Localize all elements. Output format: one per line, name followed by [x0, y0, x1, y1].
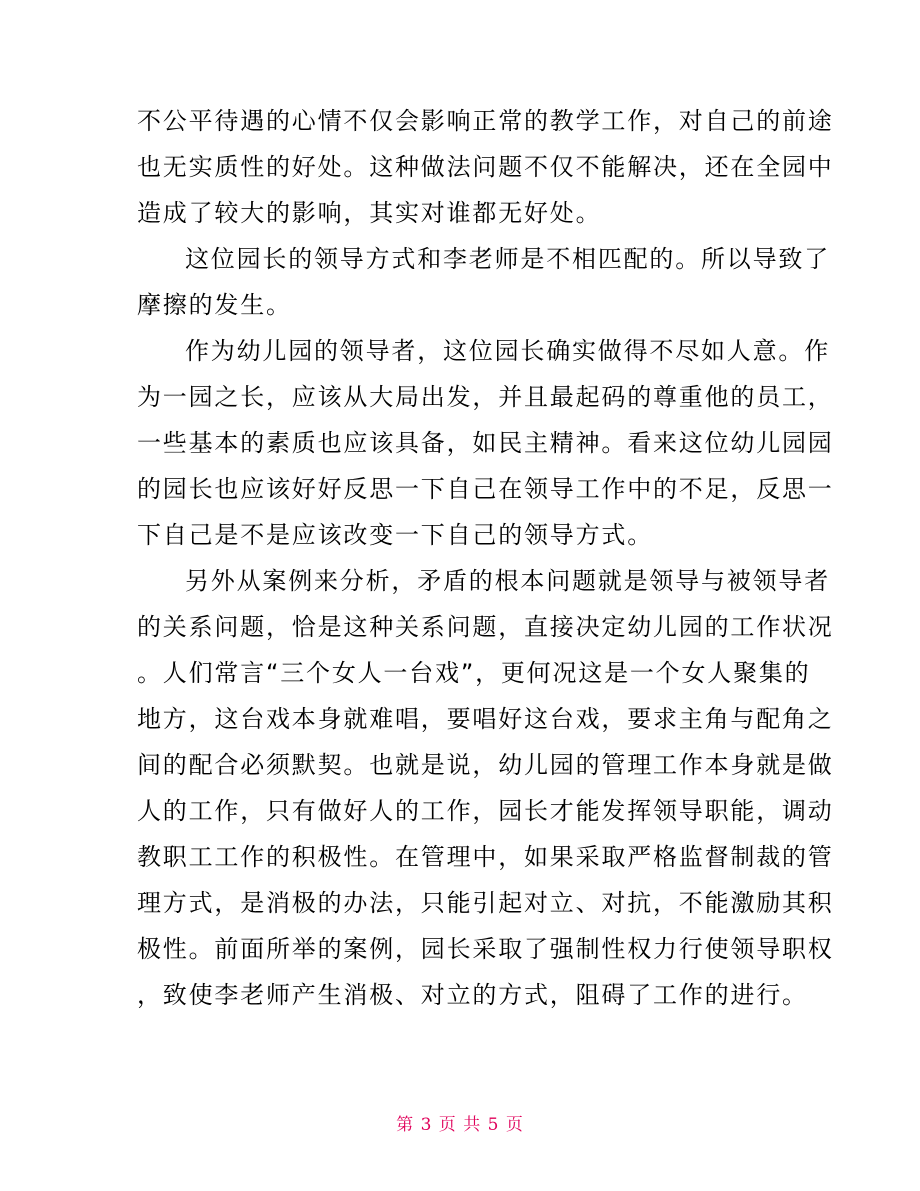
- text-line: 极性。前面所举的案例，园长采取了强制性权力行使领导职权: [137, 935, 834, 963]
- text-line: 间的配合必须默契。也就是说，幼儿园的管理工作本身就是做: [137, 751, 834, 779]
- text-line: 理方式，是消极的办法，只能引起对立、对抗，不能激励其积: [137, 889, 834, 917]
- paragraph-first-line: 作为幼儿园的领导者，这位园长确实做得不尽如人意。作: [185, 337, 830, 365]
- text-line: 不公平待遇的心情不仅会影响正常的教学工作，对自己的前途: [137, 107, 834, 135]
- page-number-footer: 第 3 页 共 5 页: [396, 1115, 524, 1135]
- text-line: 也无实质性的好处。这种做法问题不仅不能解决，还在全园中: [137, 153, 834, 181]
- document-body: [137, 98, 834, 1018]
- text-line: ，致使李老师产生消极、对立的方式，阻碍了工作的进行。: [137, 981, 808, 1009]
- text-line: 。人们常言“三个女人一台戏”，更何况这是一个女人聚集的: [137, 659, 811, 687]
- text-line: 人的工作，只有做好人的工作，园长才能发挥领导职能，调动: [137, 797, 834, 825]
- paragraph-first-line: 另外从案例来分析，矛盾的根本问题就是领导与被领导者: [185, 567, 830, 595]
- text-line: 地方，这台戏本身就难唱，要唱好这台戏，要求主角与配角之: [137, 705, 834, 733]
- text-line: 为一园之长，应该从大局出发，并且最起码的尊重他的员工，: [137, 383, 834, 411]
- text-line: 造成了较大的影响，其实对谁都无好处。: [137, 199, 602, 227]
- text-line: 的关系问题，恰是这种关系问题，直接决定幼儿园的工作状况: [137, 613, 834, 641]
- text-line: 摩擦的发生。: [137, 291, 292, 319]
- text-line: 下自己是不是应该改变一下自己的领导方式。: [137, 521, 653, 549]
- text-line: 教职工工作的积极性。在管理中，如果采取严格监督制裁的管: [137, 843, 834, 871]
- text-line: 的园长也应该好好反思一下自己在领导工作中的不足，反思一: [137, 475, 834, 503]
- text-line: 一些基本的素质也应该具备，如民主精神。看来这位幼儿园园: [137, 429, 834, 457]
- paragraph-first-line: 这位园长的领导方式和李老师是不相匹配的。所以导致了: [185, 245, 830, 273]
